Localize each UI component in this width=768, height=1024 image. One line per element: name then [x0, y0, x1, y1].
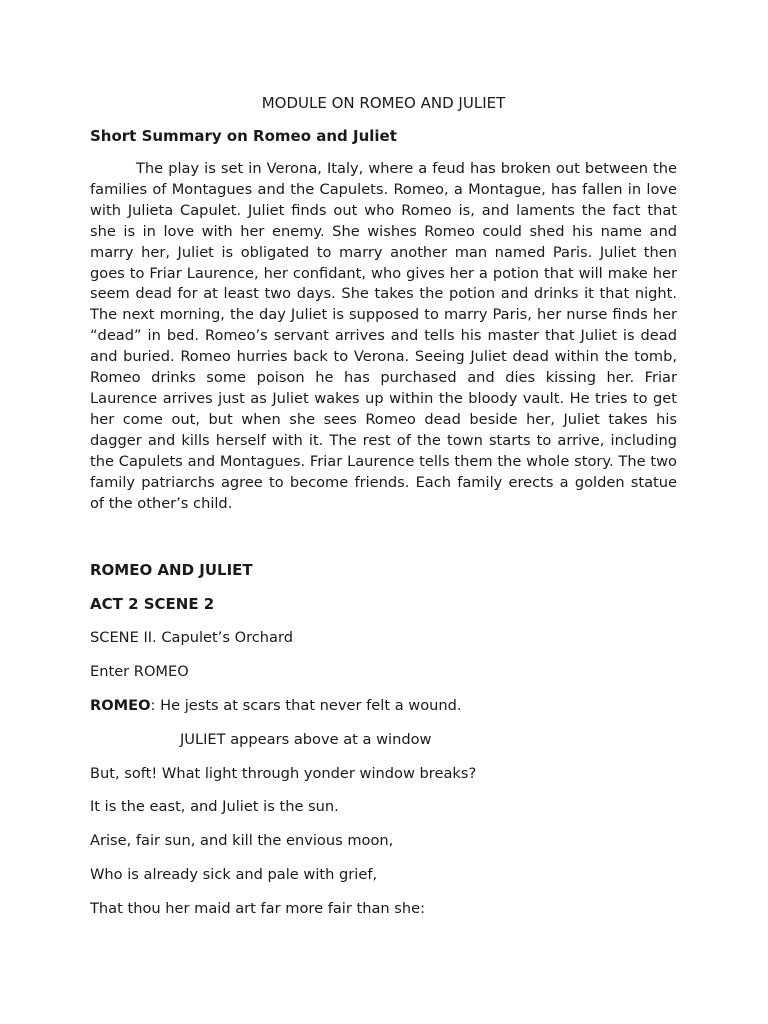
summary-paragraph: The play is set in Verona, Italy, where a feud has broken out between the families of Montagues and the Capulets. Romeo, a Montague, has fallen in love with Julieta Capulet. Juliet finds out who Romeo is, and laments the fact that she is in love with her enemy. She wishes Romeo could shed his name and marry her, Juliet is obligated to marry another man named Paris. Juliet then goes to Friar Laurence, her confidant, who gives her a potion that will make her seem dead for at least two days. She takes the potion and drinks it that night. The next morning, the day Juliet is supposed to marry Paris, her nurse finds her “dead” in bed. Romeo’s servant arrives and tells his master that Juliet is dead and buried. Romeo hurries back to Verona. Seeing Juliet dead within the tomb, Romeo drinks some poison he has purchased and dies kissing her. Friar Laurence arrives just as Juliet wakes up within the bloody vault. He tries to get her come out, but when she sees Romeo dead beside her, Juliet takes his dagger and kills herself with it. The rest of the town starts to arrive, including the Capulets and Montagues. Friar Laurence tells them the whole story. The two family patriarchs agree to become friends. Each family erects a golden statue of the other’s child. — [90, 160, 677, 512]
verse-line: Who is already sick and pale with grief, — [90, 866, 378, 883]
play-heading: ROMEO AND JULIET — [90, 561, 253, 579]
stage-direction-juliet: JULIET appears above at a window — [180, 731, 432, 748]
speaker-name: ROMEO — [90, 697, 151, 714]
summary-heading: Short Summary on Romeo and Juliet — [90, 127, 397, 145]
speech-line — [90, 696, 462, 716]
speech-text: : He jests at scars that never felt a wound. — [150, 697, 462, 714]
verse-line: Arise, fair sun, and kill the envious moon, — [90, 832, 394, 849]
stage-direction-enter: Enter ROMEO — [90, 663, 189, 680]
verse-line: That thou her maid art far more fair than she: — [90, 900, 426, 917]
act-heading: ACT 2 SCENE 2 — [90, 595, 215, 613]
page-title: MODULE ON ROMEO AND JULIET — [261, 94, 506, 112]
verse-line: But, soft! What light through yonder window breaks? — [90, 765, 477, 782]
scene-line: SCENE II. Capulet’s Orchard — [90, 629, 294, 646]
verse-line: It is the east, and Juliet is the sun. — [90, 798, 339, 815]
